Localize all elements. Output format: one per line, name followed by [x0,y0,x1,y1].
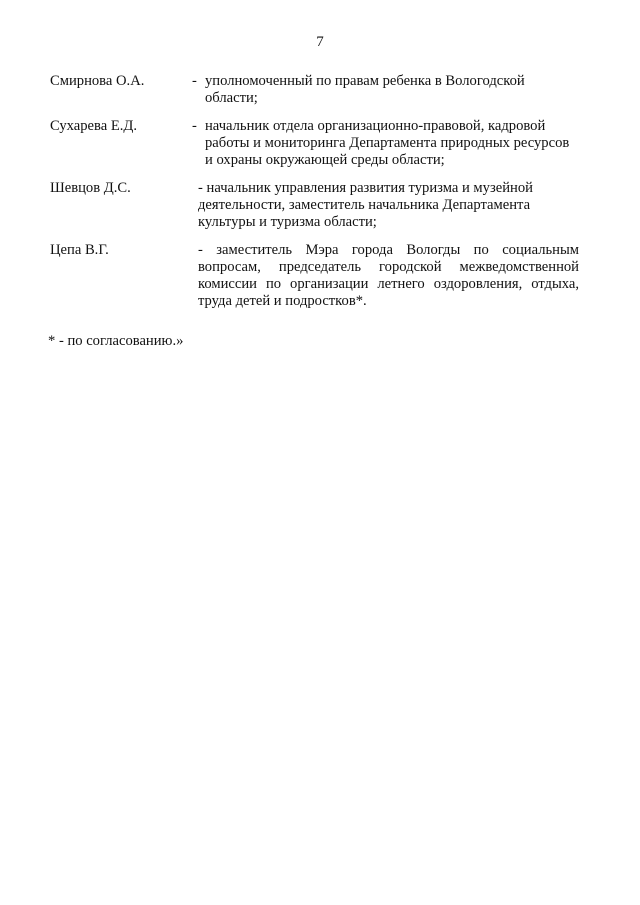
member-name: Шевцов Д.С. [50,180,131,196]
footnote: * - по согласованию.» [48,333,184,349]
page-number: 7 [316,34,324,50]
member-name: Смирнова О.А. [50,73,145,89]
member-dash: - [192,73,197,89]
member-entry-shevtsov [50,180,590,236]
member-description: - заместитель Мэра города Вологды по социальным вопросам, председатель городской межведомственной комиссии по организации летнего оздоровления, отдыха, труда детей и подростков*. [198,242,579,309]
member-description: начальник отдела организационно-правовой, кадровой работы и мониторинга Департамента природных ресурсов и охраны окружающей среды области; [205,118,570,168]
member-description: - начальник управления развития туризма и музейной деятельности, заместитель начальника Департамента культуры и туризма области; [198,180,533,230]
member-dash: - [192,118,197,134]
member-description: уполномоченный по правам ребенка в Вологодской области; [205,73,525,106]
member-entry-smirnova [50,73,590,113]
member-entry-tsepa [50,242,590,314]
member-entry-sukhareva [50,118,590,174]
member-name: Цепа В.Г. [50,242,109,258]
member-name: Сухарева Е.Д. [50,118,138,134]
